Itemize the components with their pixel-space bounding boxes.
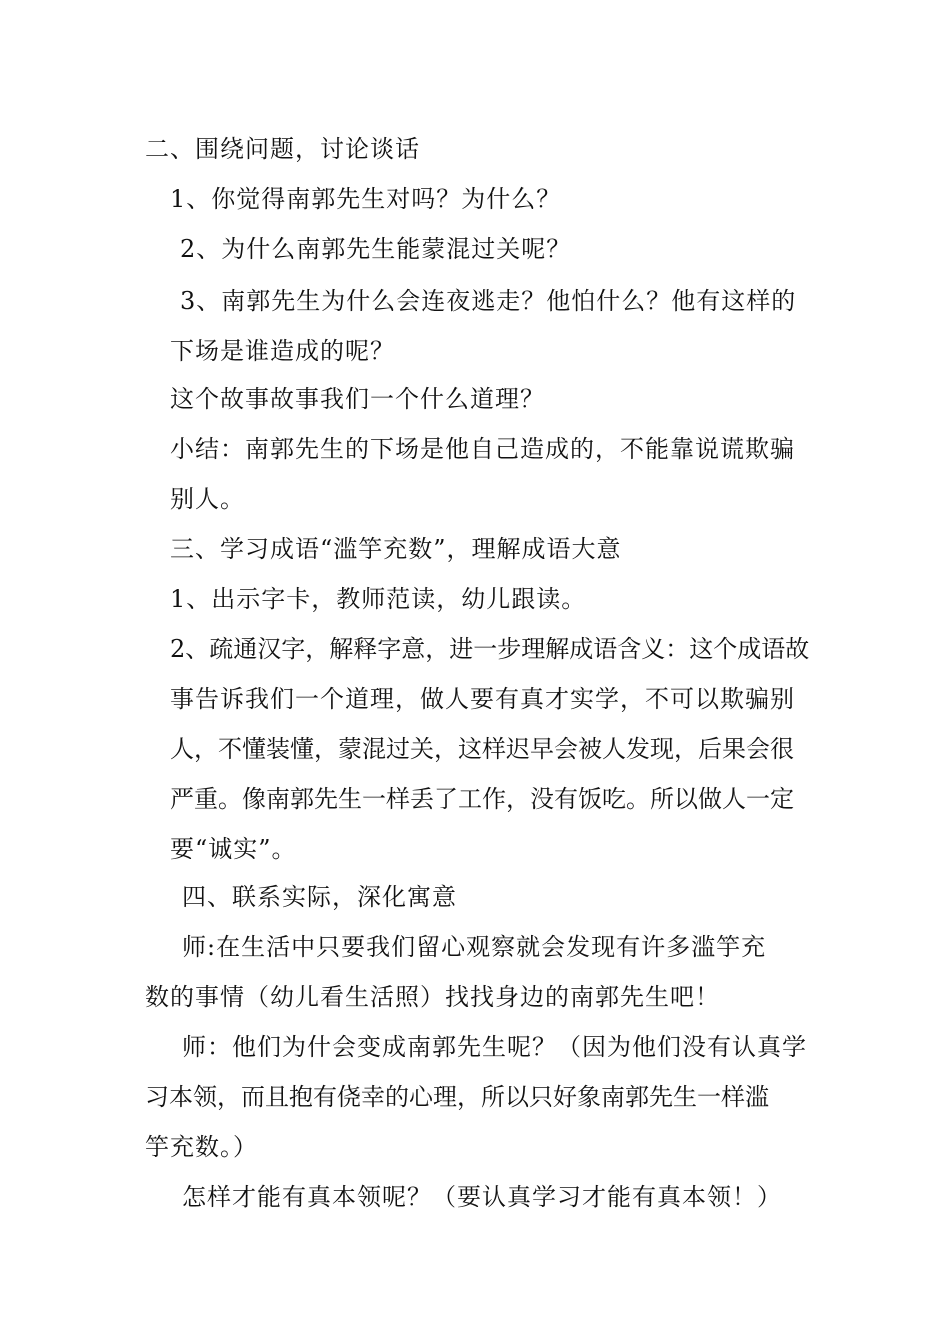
section-heading-2: 二、围绕问题，讨论谈话: [145, 135, 420, 163]
step-2: 2、疏通汉字，解释字意，进一步理解成语含义：这个成语故: [170, 635, 810, 663]
question-3: 3、南郭先生为什么会连夜逃走？他怕什么？他有这样的: [180, 287, 797, 315]
section-heading-3: 三、学习成语“滥竽充数”，理解成语大意: [170, 535, 622, 563]
step-2-continued-3: 严重。像南郭先生一样丢了工作，没有饭吃。所以做人一定: [170, 785, 794, 813]
step-2-continued-1: 事告诉我们一个道理，做人要有真才实学，不可以欺骗别: [170, 685, 795, 713]
question-3-continued: 下场是谁造成的呢？: [170, 337, 395, 365]
teacher-line-2-continued-2: 竽充数。）: [145, 1133, 258, 1161]
question-moral: 这个故事故事我们一个什么道理？: [170, 385, 545, 413]
step-2-continued-4: 要“诚实”。: [170, 835, 297, 863]
summary: 小结：南郭先生的下场是他自己造成的，不能靠说谎欺骗: [170, 435, 795, 463]
question-2: 2、为什么南郭先生能蒙混过关呢？: [180, 235, 572, 263]
summary-continued: 别人。: [170, 485, 245, 513]
step-2-continued-2: 人，不懂装懂，蒙混过关，这样迟早会被人发现，后果会很: [170, 735, 794, 763]
teacher-line-1-continued: 数的事情（幼儿看生活照）找找身边的南郭先生吧！: [145, 983, 720, 1011]
section-heading-4: 四、联系实际，深化寓意: [182, 883, 457, 911]
teacher-line-1: 师:在生活中只要我们留心观察就会发现有许多滥竽充: [182, 933, 767, 961]
teacher-line-2: 师：他们为什会变成南郭先生呢？（因为他们没有认真学: [182, 1033, 807, 1061]
closing-question: 怎样才能有真本领呢？（要认真学习才能有真本领！）: [182, 1183, 782, 1211]
question-1: 1、你觉得南郭先生对吗？为什么？: [170, 185, 562, 213]
step-1: 1、出示字卡，教师范读，幼儿跟读。: [170, 585, 587, 613]
teacher-line-2-continued-1: 习本领，而且抱有侥幸的心理，所以只好象南郭先生一样滥: [145, 1083, 769, 1111]
